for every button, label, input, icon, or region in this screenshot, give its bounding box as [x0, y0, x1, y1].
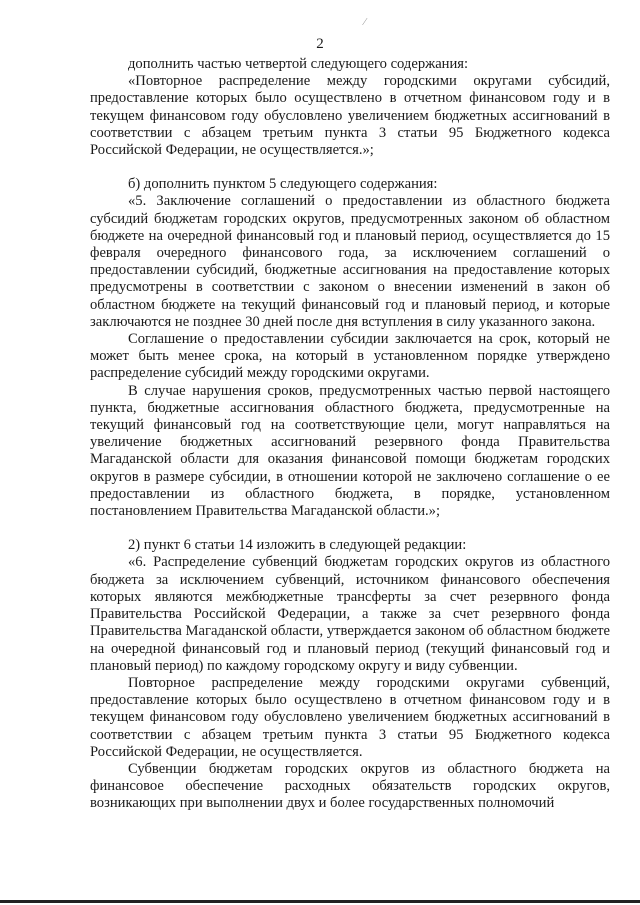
bottom-edge-line: [0, 900, 640, 903]
paragraph-9: Повторное распределение между городскими округами субвенций, предоставление которых было осуществлено в отчетном финансовом году и в текущем финансовом году обусловлено увеличением бюджетных ассигнований в соответствии с абзацем третьим пункта 3 статьи 95 Бюджетного кодекса Российской Федерации, не осуществляется.: [90, 674, 610, 760]
paragraph-1: дополнить частью четвертой следующего содержания:: [128, 56, 469, 72]
scan-mark: ⁄: [364, 17, 366, 28]
paragraph-3: б) дополнить пунктом 5 следующего содержания:: [128, 176, 438, 193]
document-body: [90, 56, 610, 813]
page-number: 2: [316, 36, 324, 52]
paragraph-7: 2) пункт 6 статьи 14 изложить в следующей редакции:: [128, 537, 467, 554]
paragraph-6: В случае нарушения сроков, предусмотренных частью первой настоящего пункта, бюджетные ассигнования областного бюджета, предусмотренные на текущий финансовый год на соответствующие цели, могут направляться на увеличение бюджетных ассигнований резервного фонда Правительства Магаданской области для оказания финансовой помощи бюджетам городских округов в размере субсидии, в отношении которой не заключено соглашение о ее предоставлении из областного бюджета, в порядке, установленном постановлением Правительства Магаданской области.»;: [90, 382, 610, 520]
paragraph-5: Соглашение о предоставлении субсидии заключается на срок, который не может быть менее срока, на который в установленном порядке утверждено распределение субсидий между городскими округами.: [90, 331, 610, 382]
paragraph-10: Субвенции бюджетам городских округов из областного бюджета на финансовое обеспечение расходных обязательств городских округов, возникающих при выполнении двух и более государственных полномочий: [90, 760, 610, 812]
paragraph-2: «Повторное распределение между городскими округами субсидий, предоставление которых было осуществлено в отчетном финансовом году и в текущем финансовом году обусловлено увеличением бюджетных ассигнований в соответствии с абзацем третьим пункта 3 статьи 95 Бюджетного кодекса Российской Федерации, не осуществляется.»;: [90, 73, 610, 159]
paragraph-4: «5. Заключение соглашений о предоставлении из областного бюджета субсидий бюджетам городских округов, предусмотренных законом об областном бюджете на очередной финансовый год и плановый период, осуществляется до 15 февраля очередного финансового года, за исключением соглашений о предоставлении субсидий, бюджетные ассигнования на предоставление которых предусмотрены в соответствии с законом о внесении изменений в закон об областном бюджете на текущий финансовый год и плановый период, и которые заключаются не позднее 30 дней после дня вступления в силу указанного закона.: [90, 193, 610, 330]
paragraph-8: «6. Распределение субвенций бюджетам городских округов из областного бюджета за исключением субвенций, источником финансового обеспечения которых являются межбюджетные трансферты за счет резервного фонда Правительства Российской Федерации, а также за счет резервного фонда Правительства Магаданской области, утверждается законом об областном бюджете на очередной финансовый год и плановый период (текущий финансовый год и плановый период) по каждому городскому округу и виду субвенции.: [90, 554, 610, 674]
